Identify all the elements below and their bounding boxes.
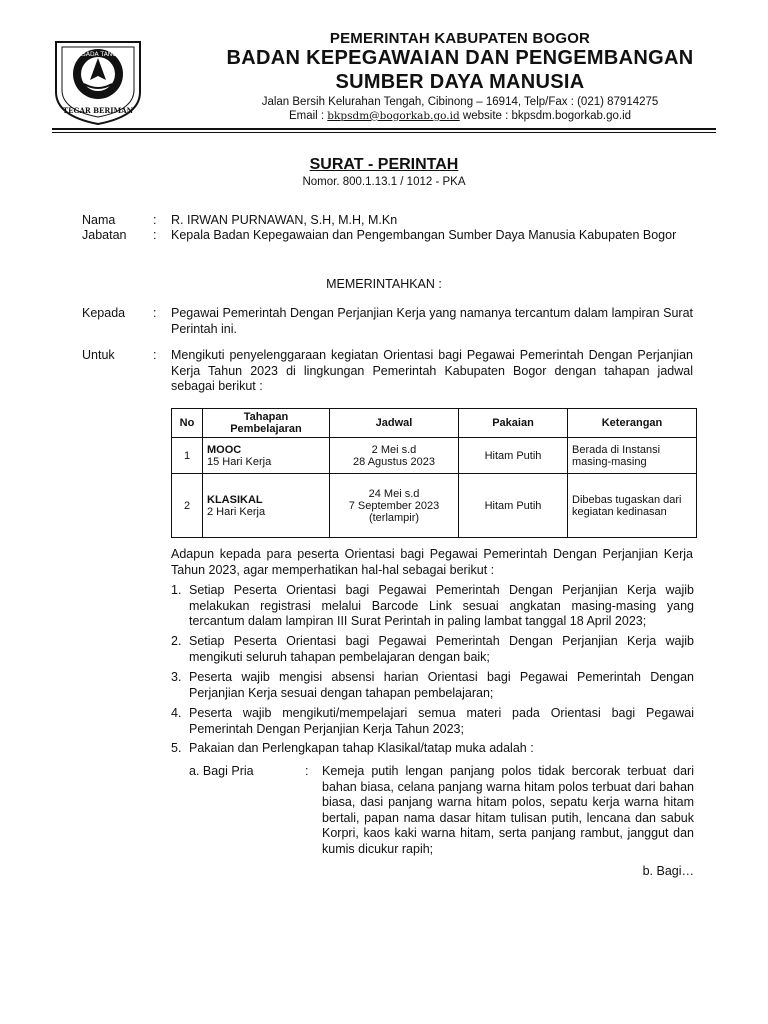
- letterhead-contact: [150, 110, 768, 122]
- item-number: 1.: [171, 583, 182, 597]
- sub-item-label: a. Bagi Pria: [189, 764, 254, 778]
- item-text: Peserta wajib mengisi absensi harian Orientasi bagi Pegawai Pemerintah Dengan Perjanjian Kerja sesuai dengan tahapan pembelajaran;: [189, 670, 694, 700]
- website-text: website : bkpsdm.bogorkab.go.id: [459, 110, 632, 122]
- table-header-row: [172, 409, 697, 438]
- item-text: Pakaian dan Perlengkapan tahap Klasikal/tatap muka adalah :: [189, 741, 534, 755]
- cell-no: 2: [172, 474, 203, 538]
- document-number: Nomor. 800.1.13.1 / 1012 - PKA: [302, 176, 466, 188]
- cell-no: 1: [172, 438, 203, 474]
- kepada-text: Pegawai Pemerintah Dengan Perjanjian Kerja yang namanya tercantum dalam lampiran Surat Perintah ini.: [171, 306, 693, 336]
- item-number: 3.: [171, 670, 182, 684]
- jadwal-line3: (terlampir): [368, 511, 420, 524]
- cell-tahapan: [203, 474, 330, 538]
- letterhead-agency-line2: SUMBER DAYA MANUSIA: [335, 71, 585, 93]
- jadwal-line1: 24 Mei s.d: [368, 487, 420, 500]
- nama-value: R. IRWAN PURNAWAN, S.H, M.H, M.Kn: [171, 213, 398, 227]
- memerintahkan-heading: MEMERINTAHKAN :: [326, 277, 442, 291]
- cell-jadwal: [330, 474, 459, 538]
- tahapan-sub: 2 Hari Kerja: [207, 505, 266, 518]
- jabatan-value: Kepala Badan Kepegawaian dan Pengembangan Sumber Daya Manusia Kabupaten Bogor: [171, 228, 677, 242]
- bogor-regency-logo: [50, 36, 146, 126]
- table-row: [172, 474, 697, 538]
- col-jadwal: Jadwal: [330, 409, 459, 438]
- item-text: Peserta wajib mengikuti/mempelajari semua materi pada Orientasi bagi Pegawai Pemerintah Dengan Perjanjian Kerja Tahun 2023;: [189, 706, 694, 736]
- col-no: No: [172, 409, 203, 438]
- letterhead-rule-thin: [52, 132, 716, 133]
- sub-item-colon: :: [305, 764, 309, 778]
- untuk-label: Untuk: [82, 348, 115, 362]
- tahapan-title: KLASIKAL: [207, 493, 263, 506]
- letterhead-agency-line1: BADAN KEPEGAWAIAN DAN PENGEMBANGAN: [226, 47, 694, 69]
- item-text: Setiap Peserta Orientasi bagi Pegawai Pemerintah Dengan Perjanjian Kerja wajib mengikuti seluruh tahapan pembelajaran dengan baik;: [189, 634, 694, 664]
- tahapan-title: MOOC: [207, 443, 242, 456]
- cell-pakaian: Hitam Putih: [459, 438, 568, 474]
- document-title: SURAT - PERINTAH: [309, 156, 459, 173]
- schedule-table: [171, 408, 697, 538]
- col-keterangan: Keterangan: [568, 409, 697, 438]
- col-tahapan: Tahapan Pembelajaran: [203, 409, 330, 438]
- logo-motto-top: PRASADA TANGGA: [70, 51, 126, 58]
- item-number: 5.: [171, 741, 182, 755]
- cell-keterangan: Berada di Instansi masing-masing: [568, 438, 697, 474]
- logo-motto-bottom: TEGAR BERIMAN: [62, 106, 134, 115]
- item-text: Setiap Peserta Orientasi bagi Pegawai Pemerintah Dengan Perjanjian Kerja wajib melakukan registrasi melalui Barcode Link sesuai angkatan masing-masing yang tercantum dalam lampiran III Surat Perintah in paling lambat tanggal 18 April 2023;: [189, 583, 694, 628]
- tahapan-sub: 15 Hari Kerja: [207, 455, 272, 468]
- email-link[interactable]: bkpsdm@bogorkab.go.id: [327, 110, 460, 122]
- cell-tahapan: [203, 438, 330, 474]
- letterhead-address: Jalan Bersih Kelurahan Tengah, Cibinong – 16914, Telp/Fax : (021) 87914275: [261, 96, 659, 108]
- nama-colon: :: [153, 213, 157, 227]
- kepada-label: Kepada: [82, 306, 126, 320]
- sub-item-text: Kemeja putih lengan panjang polos tidak bercorak terbuat dari bahan biasa, celana panjang warna hitam polos terbuat dari bahan biasa, dasi panjang warna hitam polos, sepatu kerja warna hitam bertali, papan nama dasar hitam tulisan putih, lencana dan sabuk Korpri, kaos kaki warna hitam, serta panjang rambut, janggut dan kumis dicukur rapih;: [322, 764, 694, 856]
- untuk-text: Mengikuti penyelenggaraan kegiatan Orientasi bagi Pegawai Pemerintah Dengan Perjanjian Kerja Tahun 2023 di lingkungan Pemerintah Kabupaten Bogor dengan tahapan jadwal sebagai berikut :: [171, 348, 693, 393]
- jabatan-label: Jabatan: [82, 228, 127, 242]
- kepada-colon: :: [153, 306, 157, 320]
- col-pakaian: Pakaian: [459, 409, 568, 438]
- table-row: [172, 438, 697, 474]
- untuk-colon: :: [153, 348, 157, 362]
- cell-pakaian: Hitam Putih: [459, 474, 568, 538]
- page-continuation: b. Bagi…: [642, 864, 694, 878]
- item-number: 2.: [171, 634, 182, 648]
- item-number: 4.: [171, 706, 182, 720]
- jabatan-colon: :: [153, 228, 157, 242]
- jadwal-line1: 2 Mei s.d: [371, 443, 417, 456]
- cell-jadwal: [330, 438, 459, 474]
- adapun-paragraph: Adapun kepada para peserta Orientasi bagi Pegawai Pemerintah Dengan Perjanjian Kerja Tahun 2023, agar memperhatikan hal-hal sebagai berikut :: [171, 547, 693, 577]
- letterhead-rule-thick: [52, 128, 716, 130]
- jadwal-line2: 28 Agustus 2023: [353, 455, 435, 468]
- nama-label: Nama: [82, 213, 116, 227]
- cell-keterangan: Dibebas tugaskan dari kegiatan kedinasan: [568, 474, 697, 538]
- jadwal-line2: 7 September 2023: [348, 499, 440, 512]
- email-label: Email :: [288, 110, 328, 122]
- letterhead-government: PEMERINTAH KABUPATEN BOGOR: [329, 30, 591, 47]
